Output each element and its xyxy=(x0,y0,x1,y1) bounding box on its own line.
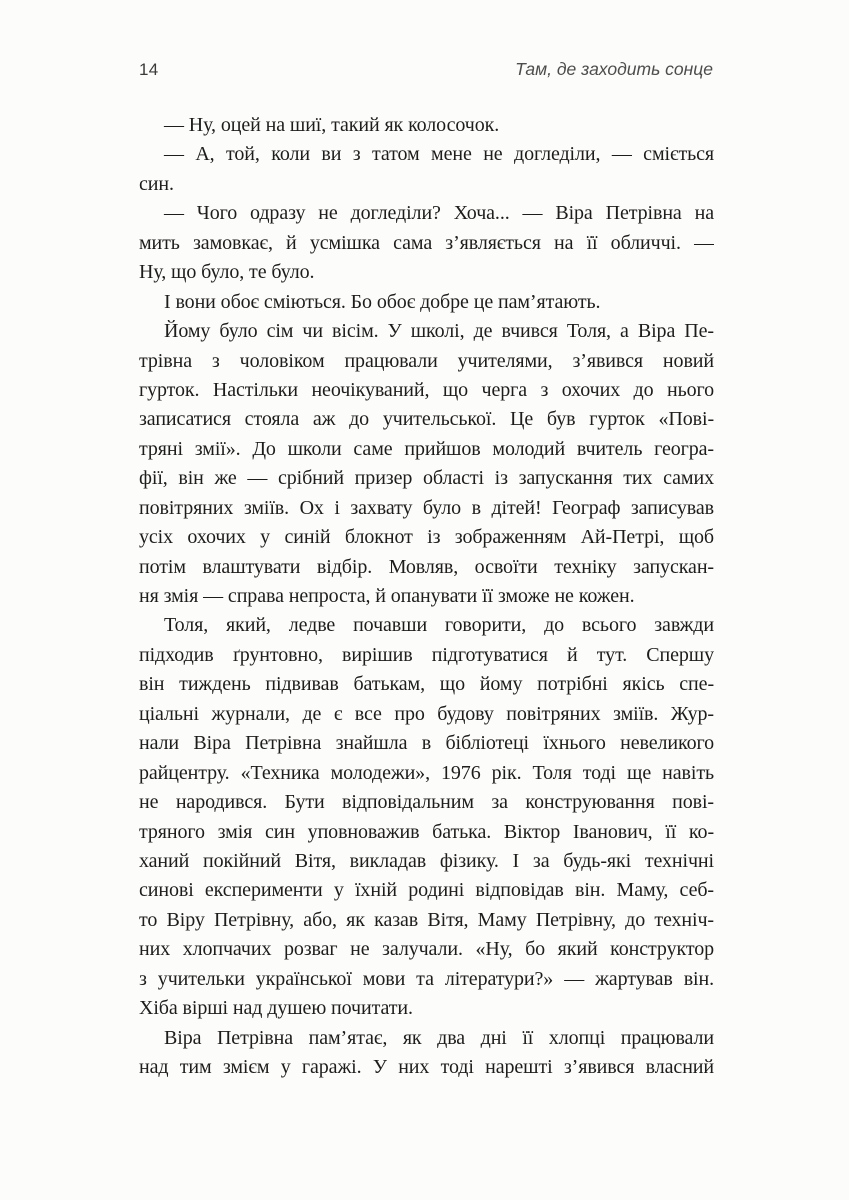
paragraph xyxy=(139,288,714,317)
text-line: ханий покійний Вітя, викладав фізику. І за будь-які технічні xyxy=(139,849,714,872)
paragraph xyxy=(139,111,714,140)
text-line: Хіба вірші над душею почитати. xyxy=(139,997,413,1020)
text-line: райцентру. «Техника молодежи», 1976 рік. Толя тоді ще навіть xyxy=(139,761,714,784)
text-line: них хлопчачих розваг не залучали. «Ну, бо який конструктор xyxy=(139,938,714,961)
text-line: мить замовкає, й усмішка сама з’являється на її обличчі. — xyxy=(139,231,714,254)
text-line: фії, він же — срібний призер області із запускання тих самих xyxy=(139,467,714,490)
text-line: не народився. Бути відповідальним за конструювання пові- xyxy=(139,791,714,814)
paragraph xyxy=(139,611,714,1023)
text-line: Віра Петрівна пам’ятає, як два дні її хлопці працювали xyxy=(164,1026,714,1049)
text-line: Йому було сім чи вісім. У школі, де вчився Толя, а Віра Пе- xyxy=(164,320,714,343)
text-line: повітряних зміїв. Ох і захвату було в дітей! Географ записував xyxy=(139,496,714,519)
text-line: тряні змії». До школи саме прийшов молодий вчитель геогра- xyxy=(139,437,714,460)
paragraph xyxy=(139,140,714,199)
text-line: син. xyxy=(139,172,174,195)
text-line: то Віру Петрівну, або, як казав Вітя, Маму Петрівну, до техніч- xyxy=(139,908,714,931)
text-line: потім влаштувати відбір. Мовляв, освоїти техніку запускан- xyxy=(139,555,714,578)
text-line: гурток. Настільки неочікуваний, що черга з охочих до нього xyxy=(139,378,714,401)
text-line: він тиждень підвивав батькам, що йому потрібні якісь спе- xyxy=(139,673,714,696)
running-title: Там, де заходить сонце xyxy=(515,59,713,79)
page-number: 14 xyxy=(139,60,159,79)
text-line: синові експерименти у їхній родині відповідав він. Маму, себ- xyxy=(139,879,714,902)
text-line: записатися стояла аж до учительської. Це був гурток «Пові- xyxy=(139,408,714,431)
text-line: підходив ґрунтовно, вирішив підготуватися й тут. Спершу xyxy=(139,643,714,666)
text-line: трівна з чоловіком працювали учителями, з’явився новий xyxy=(139,349,714,372)
text-line: Толя, який, ледве почавши говорити, до всього завжди xyxy=(164,614,714,637)
running-head xyxy=(139,59,713,80)
text-line: Ну, що було, те було. xyxy=(139,261,315,284)
body-text xyxy=(139,111,714,1082)
paragraph xyxy=(139,317,714,611)
text-line: з учительки української мови та літератури?» — жартував він. xyxy=(139,967,714,990)
paragraph xyxy=(139,199,714,287)
text-line: — Чого одразу не догледіли? Хоча... — Віра Петрівна на xyxy=(164,202,714,225)
text-line: нали Віра Петрівна знайшла в бібліотеці їхнього невеликого xyxy=(139,732,714,755)
paragraph xyxy=(139,1024,714,1083)
text-line: І вони обоє сміються. Бо обоє добре це пам’ятають. xyxy=(164,290,601,313)
text-line: ціальні журнали, де є все про будову повітряних зміїв. Жур- xyxy=(139,702,714,725)
text-line: — Ну, оцей на шиї, такий як колосочок. xyxy=(164,114,500,136)
text-line: усіх охочих у синій блокнот із зображенням Ай-Петрі, щоб xyxy=(139,526,714,549)
text-line: над тим змієм у гаражі. У них тоді нарешті з’явився власний xyxy=(139,1056,714,1078)
text-line: — А, той, коли ви з татом мене не догледіли, — сміється xyxy=(164,143,714,166)
text-line: тряного змія син уповноважив батька. Віктор Іванович, її ко- xyxy=(139,820,714,843)
text-line: ня змія — справа непроста, й опанувати її зможе не кожен. xyxy=(139,585,635,607)
